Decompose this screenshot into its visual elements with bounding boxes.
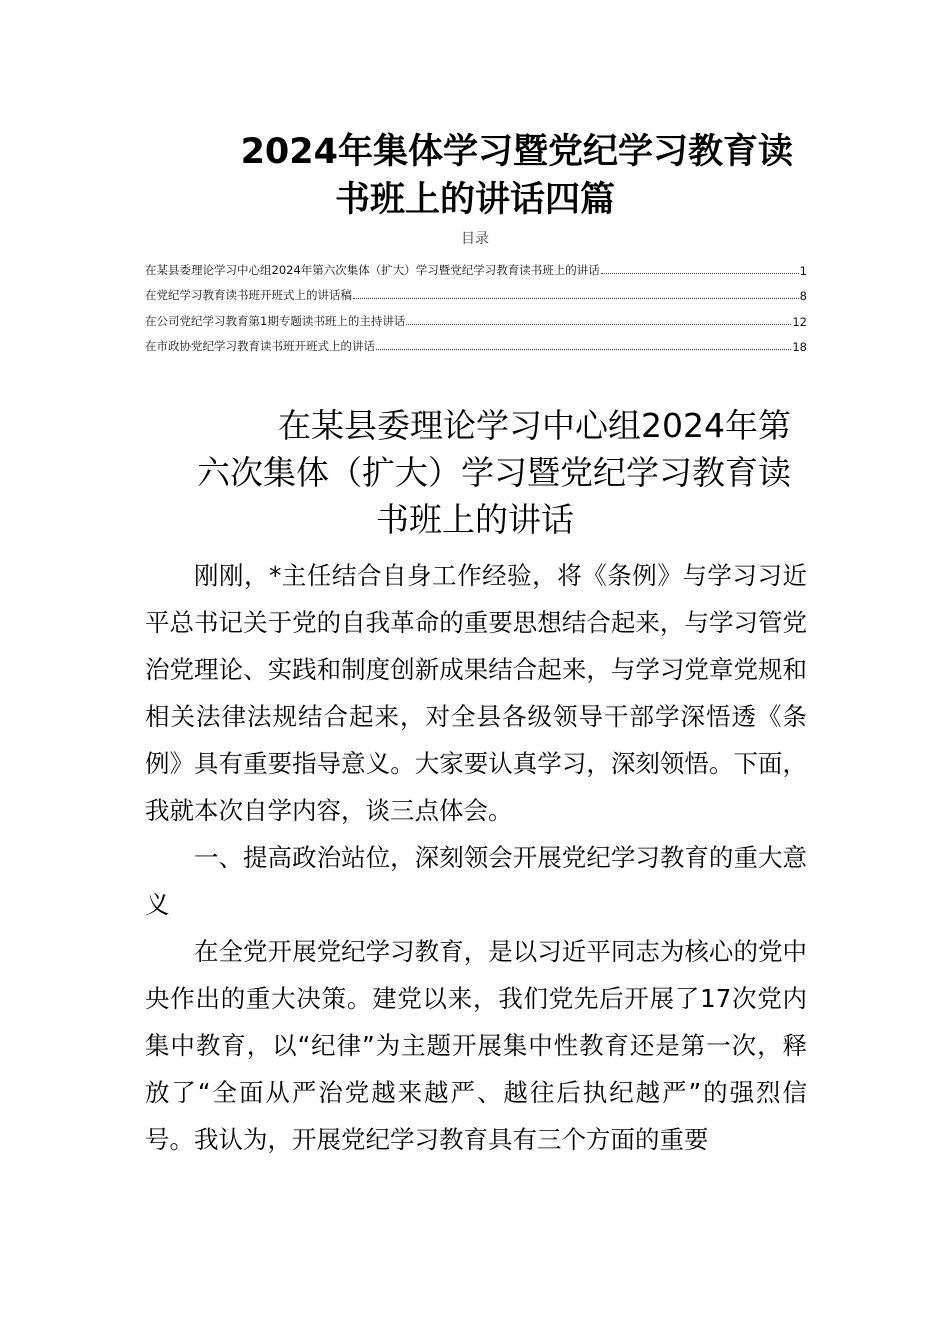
toc-leader-dots [376,349,791,350]
section-title-line-1: 在某县委理论学习中心组2024年第 [278,406,791,445]
toc-entry[interactable] [145,303,807,329]
section-heading-1: 一、提高政治站位，深刻领会开展党纪学习教育的重大意义 [145,843,807,919]
body-paragraph: 刚刚，*主任结合自身工作经验，将《条例》与学习习近平总书记关于党的自我革命的重要思想结合起来，与学习管党治党理论、实践和制度创新成果结合起来，与学习党章党规和相关法律法规结合起来，对全县各级领导干部学深悟透《条例》具有重要指导意义。大家要认真学习，深刻领悟。下面，我就本次自学内容，谈三点体会。 [145,561,807,825]
toc-heading: 目录 [461,231,489,247]
toc-entry-title: 在公司党纪学习教育第1期专题读书班上的主持讲话 [145,313,406,328]
toc-entry-title: 在党纪学习教育读书班开班式上的讲话稿 [145,288,352,302]
toc-entry-title: 在市政协党纪学习教育读书班开班式上的讲话 [145,339,375,353]
toc-leader-dots [406,324,791,325]
document-title-line-1: 2024年集体学习暨党纪学习教育读 [240,132,793,172]
toc-entry[interactable] [145,278,807,304]
toc-leader-dots [601,273,799,274]
toc-entry[interactable] [145,329,807,355]
toc-entry-page: 18 [792,340,807,354]
section-title-line-2: 六次集体（扩大）学习暨党纪学习教育读 [197,453,791,492]
toc-entry-page: 12 [792,314,807,329]
toc-entry-page: 1 [799,263,807,278]
body-text [145,552,807,1163]
section-title-line-3: 书班上的讲话 [376,500,574,539]
body-paragraph: 在全党开展党纪学习教育，是以习近平同志为核心的党中央作出的重大决策。建党以来，我们党先后开展了17次党内集中教育，以“纪律”为主题开展集中性教育还是第一次，释放了“全面从严治党越来越严、越往后执纪越严”的强烈信号。我认为，开展党纪学习教育具有三个方面的重要 [145,937,807,1154]
toc-entry[interactable] [145,252,807,278]
toc-entry-title: 在某县委理论学习中心组2024年第六次集体（扩大）学习暨党纪学习教育读书班上的讲话 [145,262,600,277]
toc-entry-page: 8 [799,289,807,303]
toc-leader-dots [353,298,799,299]
document-title [145,128,805,224]
table-of-contents [145,252,807,354]
section-title [145,402,805,543]
document-title-line-2: 书班上的讲话四篇 [334,180,615,220]
